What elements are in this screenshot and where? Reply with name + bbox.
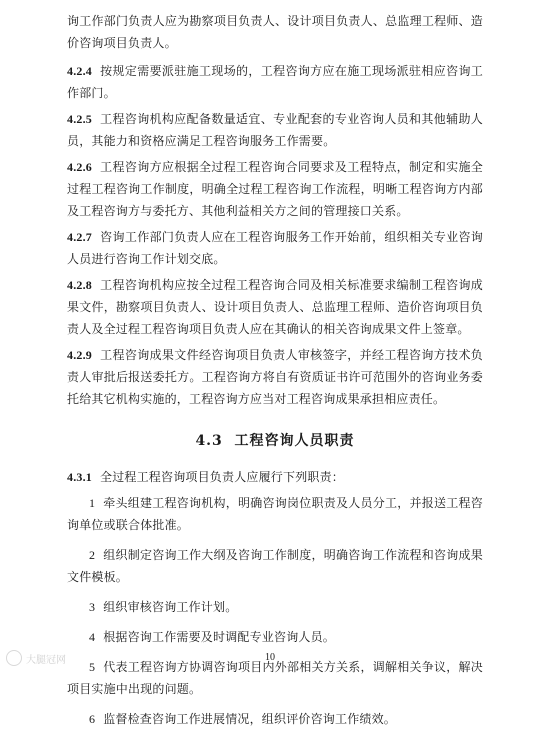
watermark-text: 大腿冠网: [26, 654, 66, 666]
section-heading: [67, 430, 483, 450]
list-item-text: 组织审核咨询工作计划。: [103, 600, 238, 614]
list-item: [67, 492, 483, 536]
clause-text: 工程咨询成果文件经咨询项目负责人审核签字，并经工程咨询方技术负责人审批后报送委托方。工程咨询方将自有资质证书许可范围外的咨询业务委托给其它机构实施的，工程咨询方应当对工程咨询成果承担相应责任。: [67, 348, 483, 406]
clause-text: 全过程工程咨询项目负责人应履行下列职责：: [100, 470, 345, 484]
list-item: [67, 544, 483, 588]
continuation-paragraph: 询工作部门负责人应为勘察项目负责人、设计项目负责人、总监理工程师、造价咨询项目负责人。: [67, 14, 483, 50]
clause-number: 4.2.5: [67, 112, 92, 126]
list-item: [67, 596, 483, 618]
clause-4-2-6: [67, 156, 483, 222]
clause-text: 按规定需要派驻施工现场的，工程咨询方应在施工现场派驻相应咨询工作部门。: [67, 64, 483, 100]
clause-number: 4.2.7: [67, 230, 92, 244]
list-item-text: 代表工程咨询方协调咨询项目内外部相关方关系，调解相关争议，解决项目实施中出现的问题。: [67, 660, 483, 696]
clause-number: 4.2.8: [67, 278, 92, 292]
list-item-number: 6: [89, 712, 96, 726]
clause-text: 工程咨询机构应配备数量适宜、专业配套的专业咨询人员和其他辅助人员，其能力和资格应满足工程咨询服务工作需要。: [67, 112, 483, 148]
list-item-number: 3: [89, 600, 96, 614]
clause-number: 4.3.1: [67, 470, 92, 484]
page-number: 10: [265, 652, 275, 663]
clause-number: 4.2.4: [67, 64, 92, 78]
list-item: [67, 626, 483, 648]
list-item-text: 牵头组建工程咨询机构，明确咨询岗位职责及人员分工，并报送工程咨询单位或联合体批准。: [67, 496, 483, 532]
clause-4-2-4: [67, 60, 483, 104]
clause-4-2-5: [67, 108, 483, 152]
list-item-text: 监督检查咨询工作进展情况，组织评价咨询工作绩效。: [103, 712, 397, 726]
clause-text: 咨询工作部门负责人应在工程咨询服务工作开始前，组织相关专业咨询人员进行咨询工作计划交底。: [67, 230, 483, 266]
clause-text: 工程咨询方应根据全过程工程咨询合同要求及工程特点，制定和实施全过程工程咨询工作制度，明确全过程工程咨询工作流程，明晰工程咨询方内部及工程咨询方与委托方、其他利益相关方之间的管理接口关系。: [67, 160, 483, 218]
clause-text: 工程咨询机构应按全过程工程咨询合同及相关标准要求编制工程咨询成果文件，勘察项目负责人、设计项目负责人、总监理工程师、造价咨询项目负责人及全过程工程咨询项目负责人应在其确认的相关咨询成果文件上签章。: [67, 278, 483, 336]
list-item-number: 5: [89, 660, 96, 674]
clause-number: 4.2.6: [67, 160, 92, 174]
section-title-text: 工程咨询人员职责: [234, 433, 355, 449]
clause-4-2-8: [67, 274, 483, 340]
clause-number: 4.2.9: [67, 348, 92, 362]
list-item-number: 1: [89, 496, 96, 510]
list-item: [67, 708, 483, 730]
list-item-text: 组织制定咨询工作大纲及咨询工作制度，明确咨询工作流程和咨询成果文件模板。: [67, 548, 483, 584]
clause-4-2-7: [67, 226, 483, 270]
list-item-number: 2: [89, 548, 96, 562]
list-item-number: 4: [89, 630, 96, 644]
list-item-text: 根据咨询工作需要及时调配专业咨询人员。: [103, 630, 336, 644]
clause-4-3-1: [67, 466, 483, 488]
clause-4-2-9: [67, 344, 483, 410]
section-number: 4.3: [195, 433, 223, 449]
page-content: [67, 10, 483, 738]
